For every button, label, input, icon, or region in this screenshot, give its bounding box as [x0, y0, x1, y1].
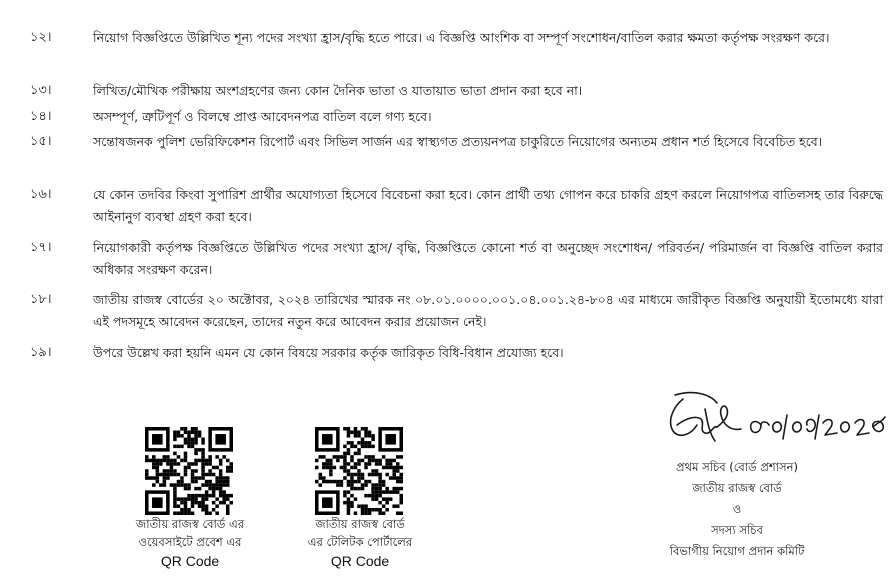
qr-code-website	[145, 427, 233, 515]
clause-number: ১৪।	[30, 109, 52, 124]
clause-number: ১৯।	[30, 345, 52, 360]
clause-text: সন্তোষজনক পুলিশ ভেরিফিকেশন রিপোর্ট এবং সিভিল সার্জন এর স্বাস্থ্যগত প্রত্যয়নপত্র চাকুরিতে নিয়োগের অন্যতম প্রধান শর্ত হিসেবে বিবেচিত হবে।	[93, 134, 823, 149]
clause-number: ১২।	[30, 30, 52, 45]
handwritten-signature	[655, 385, 895, 455]
signatory-committee: বিভাগীয় নিয়োগ প্রদান কমিটি	[669, 544, 805, 558]
qr-caption-line2: এর টেলিটক পোর্টালের	[307, 535, 413, 549]
signatory-role: সদস্য সচিব	[711, 523, 763, 537]
signatory-conjunction: ও	[732, 502, 742, 516]
qr-caption-line1: জাতীয় রাজস্ব বোর্ড	[315, 517, 405, 531]
clause-text: নিয়োগকারী কর্তৃপক্ষ বিজ্ঞপ্তিতে উল্লিখিত পদের সংখ্যা হ্রাস/ বৃদ্ধি, বিজ্ঞপ্তিতে কোনো শর্ত বা অনুচ্ছেদ সংশোধন/ পরিবর্তন/ পরিমার্জন বা বিজ্ঞপ্তি বাতিল করার অধিকার সংরক্ষণ করেন।	[93, 240, 883, 277]
clause-text: উপরে উল্লেখ করা হয়নি এমন যে কোন বিষয়ে সরকার কর্তৃক জারিকৃত বিধি-বিধান প্রযোজ্য হবে।	[93, 345, 564, 360]
clause-number: ১৫।	[30, 134, 52, 149]
signatory-title: প্রথম সচিব (বোর্ড প্রশাসন)	[676, 460, 798, 474]
clause-text: জাতীয় রাজস্ব বোর্ডের ২০ অক্টোবর, ২০২৪ তারিখের স্মারক নং ০৮.০১.০০০০.০০১.০৪.০০১.২৪-৮০৪ এর মাধ্যমে জারীকৃত বিজ্ঞপ্তি অনুযায়ী ইতোমধ্যে যারা এই পদসমূহে আবেদন করেছেন, তাদের নতুন করে আবেদন করার প্রয়োজন নেই।	[93, 292, 883, 329]
qr-code-teletalk	[315, 427, 403, 515]
qr-label: QR Code	[330, 553, 390, 569]
clause-number: ১৮।	[30, 292, 52, 307]
qr-caption-line2: ওয়েবসাইটে প্রবেশ এর	[138, 535, 242, 549]
clause-text: যে কোন তদবির কিংবা সুপারিশ প্রার্থীর অযোগ্যতা হিসেবে বিবেচনা করা হবে। কোন প্রার্থী তথ্য গোপন করে চাকরি গ্রহণ করলে নিয়োগপত্র বাতিলসহ তার বিরুদ্ধে আইনানুগ ব্যবস্থা গ্রহণ করা হবে।	[93, 187, 883, 224]
qr-caption-website	[95, 515, 285, 551]
clause-number: ১৭।	[30, 240, 52, 255]
clause-text: লিখিত/মৌখিক পরীক্ষায় অংশগ্রহণের জন্য কোন দৈনিক ভাতা ও যাতায়াত ভাতা প্রদান করা হবে না।	[93, 83, 583, 98]
clause-number: ১৩।	[30, 83, 52, 98]
signatory-block	[612, 457, 862, 562]
clause-text: নিয়োগ বিজ্ঞপ্তিতে উল্লিখিত শূন্য পদের সংখ্যা হ্রাস/বৃদ্ধি হতে পারে। এ বিজ্ঞপ্তি আংশিক বা সম্পূর্ণ সংশোধন/বাতিল করার ক্ষমতা কর্তৃপক্ষ সংরক্ষণ করে।	[93, 30, 830, 45]
clause-number: ১৬।	[30, 187, 52, 202]
signatory-organization: জাতীয় রাজস্ব বোর্ড	[692, 481, 782, 495]
clause-text: অসম্পূর্ণ, ত্রুটিপূর্ণ ও বিলম্বে প্রাপ্ত আবেদনপত্র বাতিল বলে গণ্য হবে।	[93, 109, 432, 124]
qr-label: QR Code	[160, 553, 220, 569]
qr-caption-teletalk	[265, 515, 455, 551]
qr-caption-line1: জাতীয় রাজস্ব বোর্ড এর	[135, 517, 245, 531]
